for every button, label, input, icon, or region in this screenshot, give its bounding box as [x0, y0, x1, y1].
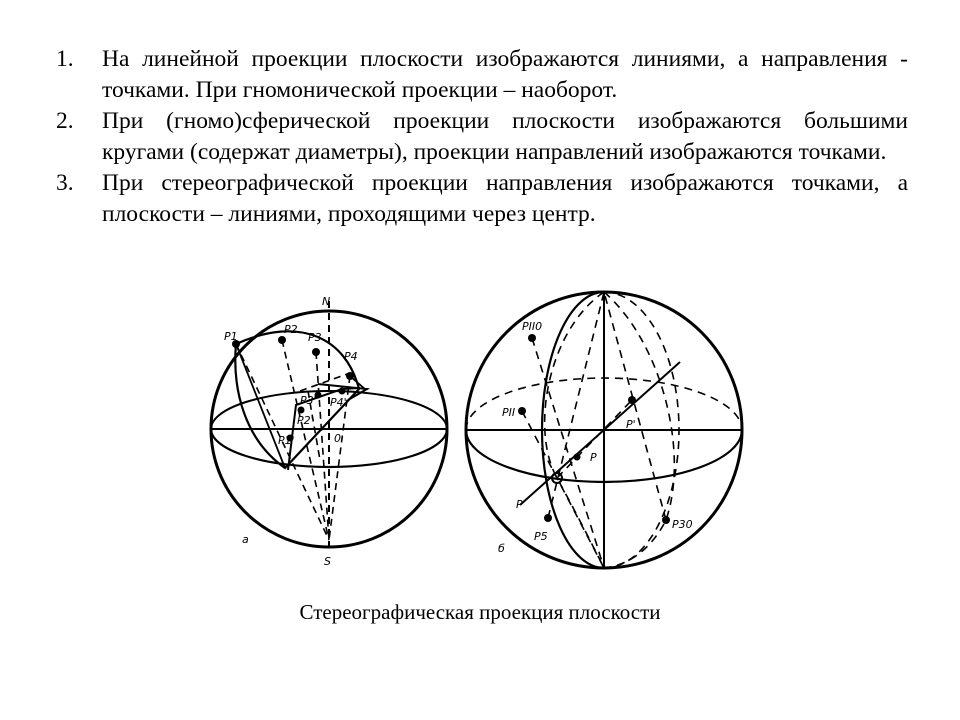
point-p-mid: [574, 454, 581, 461]
point-p5: [544, 514, 552, 522]
label-p30: P30: [672, 518, 693, 531]
point-pii0: [528, 334, 536, 342]
label-p2: P2: [284, 323, 298, 336]
left-chord: [236, 344, 285, 468]
label-a: а: [242, 533, 249, 546]
point-p3: [312, 348, 320, 356]
label-p-mid: P: [590, 451, 597, 464]
list-text: На линейной проекции плоскости изображаются линиями, а направления - точками. При гномонической проекции – наоборот.: [102, 46, 908, 103]
list-text: При (гномо)сферической проекции плоскости изображаются большими кругами (содержат диаметры), проекции направлений изображаются точками.: [102, 108, 908, 165]
label-p: P: [516, 498, 523, 511]
list-number: 2.: [56, 108, 74, 134]
point-p2: [278, 336, 286, 344]
label-pii: PII: [502, 406, 516, 419]
point-p-right: [628, 396, 636, 404]
label-p1: P1: [224, 330, 238, 343]
label-n: N: [322, 295, 331, 308]
right-sphere: [466, 292, 742, 568]
label-p4-prime: P4': [330, 396, 347, 409]
label-s: S: [324, 555, 331, 568]
label-p5: P5: [534, 530, 548, 543]
label-p3-prime: P3': [300, 394, 317, 407]
label-p-right: P': [626, 418, 636, 431]
point-p4: [346, 372, 354, 380]
point-pii: [518, 407, 526, 415]
point-p4-prime: [339, 388, 346, 395]
left-sphere: [211, 301, 447, 547]
label-pii0: PII0: [522, 320, 543, 333]
point-p30: [662, 516, 670, 524]
label-p2-prime: P2': [297, 414, 314, 427]
list-number: 1.: [56, 46, 74, 72]
label-p1-prime: P1': [278, 434, 295, 447]
list-number: 3.: [56, 170, 74, 196]
list-text: При стереографической проекции направления изображаются точками, а плоскости – линиями, проходящими через центр.: [102, 170, 908, 227]
label-p4: P4: [344, 350, 358, 363]
figure-caption: Стереографическая проекция плоскости: [299, 600, 661, 624]
label-p3: P3: [308, 331, 322, 344]
point-p2-prime: [298, 407, 305, 414]
label-o: 0: [334, 432, 341, 445]
label-b: б: [498, 542, 505, 555]
